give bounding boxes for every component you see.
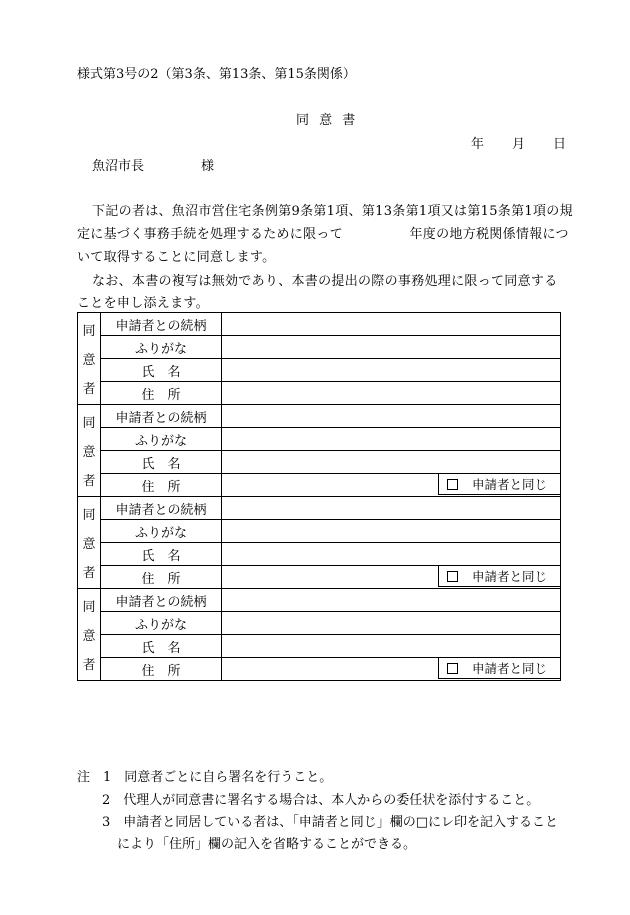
date-day-label: 日 (553, 137, 567, 152)
note-3: 3 申請者と同居している者は、「申請者と同じ」欄の□にレ印を記入すること (102, 815, 559, 830)
body-line-1: 下記の者は、魚沼市営住宅条例第9条第1項、第13条第1項又は第15条第1項の規 (92, 204, 573, 219)
furigana-label: ふりがな (101, 428, 222, 451)
name-field[interactable] (222, 451, 561, 474)
address-label: 住 所 (101, 566, 222, 589)
checkbox-icon[interactable] (447, 571, 458, 582)
relation-field[interactable] (222, 405, 561, 428)
address-field[interactable] (222, 658, 561, 681)
furigana-field[interactable] (222, 428, 561, 451)
document-title: 同 意 書 (296, 113, 359, 128)
furigana-label: ふりがな (101, 612, 222, 635)
relation-field[interactable] (222, 313, 561, 336)
note-3-continued: により「住所」欄の記入を省略することができる。 (117, 837, 417, 852)
address-field[interactable] (222, 566, 561, 589)
address-label: 住 所 (101, 658, 222, 681)
relation-label: 申請者との続柄 (101, 497, 222, 520)
relation-label: 申請者との続柄 (101, 405, 222, 428)
address-field[interactable] (222, 474, 561, 497)
same-as-applicant-option[interactable]: 申請者と同じ (438, 474, 560, 495)
same-as-applicant-option[interactable]: 申請者と同じ (438, 658, 560, 679)
furigana-field[interactable] (222, 336, 561, 359)
relation-label: 申請者との続柄 (101, 313, 222, 336)
checkbox-icon[interactable] (447, 663, 458, 674)
consent-table (77, 312, 561, 681)
relation-label: 申請者との続柄 (101, 589, 222, 612)
consenter-side-label: 同 意 者 (78, 405, 101, 497)
name-label: 氏 名 (101, 359, 222, 382)
checkbox-icon[interactable] (447, 479, 458, 490)
address-label: 住 所 (101, 382, 222, 405)
relation-field[interactable] (222, 497, 561, 520)
body-line-3: いて取得することに同意します。 (77, 250, 276, 265)
body-line-5: ことを申し添えます。 (77, 296, 209, 311)
note-2: 2 代理人が同意書に署名する場合は、本人からの委任状を添付すること。 (102, 793, 540, 808)
note-1: 注 1 同意者ごとに自ら署名を行うこと。 (77, 770, 333, 785)
addressee-name: 魚沼市長 (92, 159, 145, 174)
consenter-side-label: 同 意 者 (78, 497, 101, 589)
name-label: 氏 名 (101, 543, 222, 566)
name-field[interactable] (222, 359, 561, 382)
date-month-label: 月 (512, 137, 526, 152)
consenter-side-label: 同 意 者 (78, 589, 101, 681)
name-field[interactable] (222, 635, 561, 658)
name-label: 氏 名 (101, 635, 222, 658)
name-field[interactable] (222, 543, 561, 566)
furigana-field[interactable] (222, 520, 561, 543)
address-label: 住 所 (101, 474, 222, 497)
date-year-label: 年 (471, 137, 485, 152)
form-number: 様式第3号の2（第3条、第13条、第15条関係） (77, 67, 356, 82)
furigana-field[interactable] (222, 612, 561, 635)
furigana-label: ふりがな (101, 520, 222, 543)
addressee-honorific: 様 (201, 159, 215, 174)
body-line-2: 定に基づく事務手続を処理するために限って 年度の地方税関係情報につ (77, 227, 569, 242)
address-field[interactable] (222, 382, 561, 405)
same-as-applicant-option[interactable]: 申請者と同じ (438, 566, 560, 587)
relation-field[interactable] (222, 589, 561, 612)
furigana-label: ふりがな (101, 336, 222, 359)
consenter-side-label: 同 意 者 (78, 313, 101, 405)
body-line-4: なお、本書の複写は無効であり、本書の提出の際の事務処理に限って同意する (92, 274, 558, 289)
name-label: 氏 名 (101, 451, 222, 474)
